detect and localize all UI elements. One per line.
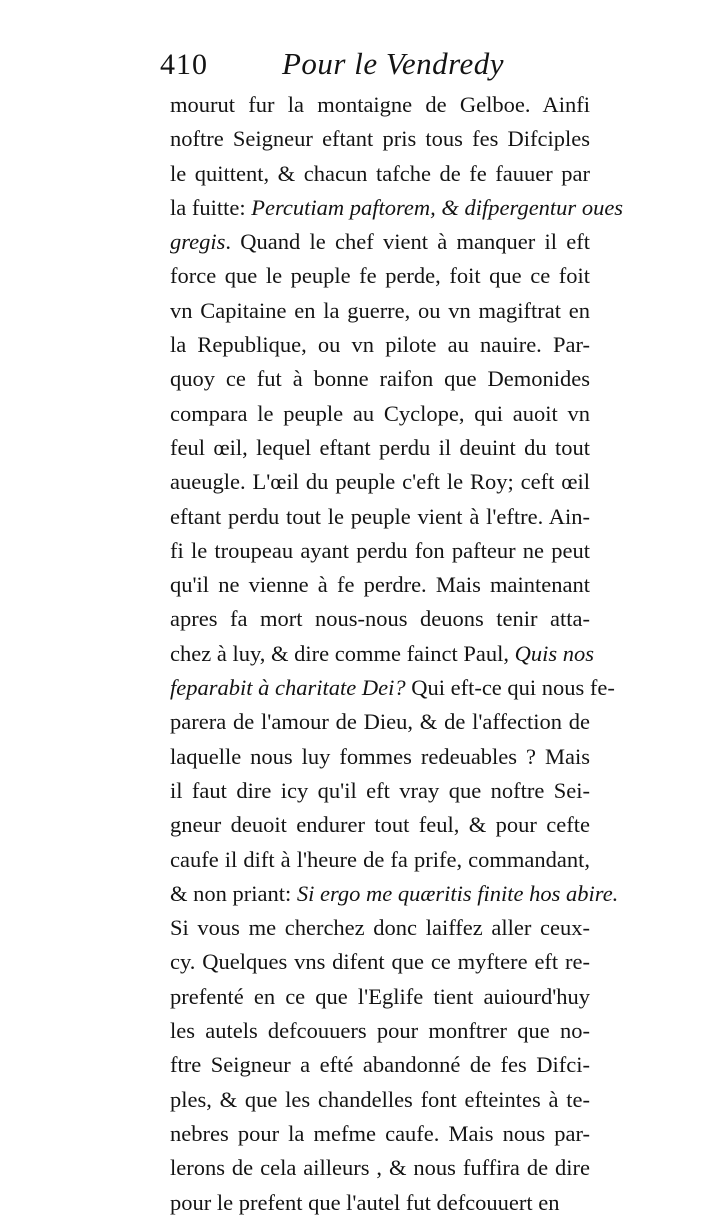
text-segment: aueugle. L'œil du peuple c'eft le Roy; ceft œil bbox=[170, 469, 590, 495]
text-segment: feul œil, lequel eftant perdu il deuint du tout bbox=[170, 434, 590, 460]
text-line bbox=[170, 294, 590, 328]
text-segment: fi le troupeau ayant perdu fon pafteur ne peut bbox=[170, 537, 590, 563]
text-line bbox=[170, 843, 590, 877]
text-line bbox=[170, 431, 590, 465]
text-line bbox=[170, 877, 619, 911]
text-segment: noftre Seigneur eftant pris tous fes Difciples bbox=[170, 126, 590, 152]
body-text bbox=[170, 88, 624, 1220]
text-line bbox=[170, 671, 615, 705]
text-segment: force que le peuple fe perde, foit que ce foit bbox=[170, 263, 590, 289]
text-line bbox=[170, 1048, 590, 1082]
text-segment: la fuitte: bbox=[170, 194, 252, 220]
text-line bbox=[170, 911, 590, 945]
text-line bbox=[170, 122, 590, 156]
latin-quotation: Si ergo me quæritis finite hos abire. bbox=[296, 880, 619, 906]
text-line bbox=[170, 637, 595, 671]
text-line bbox=[170, 1117, 590, 1151]
text-segment: apres fa mort nous-nous deuons tenir atta- bbox=[170, 606, 590, 632]
text-segment: caufe il dift à l'heure de fa prife, commandant, bbox=[170, 846, 590, 872]
text-segment: qu'il ne vienne à fe perdre. Mais maintenant bbox=[170, 572, 590, 598]
text-line bbox=[170, 328, 590, 362]
text-segment: nebres pour la mefme caufe. Mais nous par- bbox=[170, 1120, 590, 1146]
text-segment: les autels defcouuers pour monftrer que no- bbox=[170, 1018, 590, 1044]
text-segment: lerons de cela ailleurs , & nous fuffira de dire bbox=[170, 1155, 590, 1181]
text-line bbox=[170, 808, 590, 842]
latin-quotation: Quis nos bbox=[514, 640, 595, 666]
text-segment: compara le peuple au Cyclope, qui auoit vn bbox=[170, 400, 590, 426]
text-line bbox=[170, 740, 590, 774]
text-line bbox=[170, 500, 590, 534]
text-segment: parera de l'amour de Dieu, & de l'affection de bbox=[170, 709, 590, 735]
running-title: Pour le Vendredy bbox=[282, 46, 505, 81]
text-line bbox=[170, 259, 590, 293]
text-line bbox=[170, 534, 590, 568]
page-header bbox=[160, 44, 590, 88]
text-segment: Qui eft-ce qui nous fe- bbox=[405, 675, 615, 701]
text-line bbox=[170, 465, 590, 499]
text-line bbox=[170, 1186, 590, 1220]
text-segment: chez à luy, & dire comme fainct Paul, bbox=[170, 640, 515, 666]
text-segment: ftre Seigneur a efté abandonné de fes Difci- bbox=[170, 1052, 590, 1078]
text-line bbox=[170, 191, 624, 225]
text-segment: quoy ce fut à bonne raifon que Demonides bbox=[170, 366, 590, 392]
text-line bbox=[170, 705, 590, 739]
text-segment: eftant perdu tout le peuple vient à l'eftre. Ain- bbox=[170, 503, 590, 529]
text-segment: vn Capitaine en la guerre, ou vn magiftrat en bbox=[170, 297, 590, 323]
text-segment: & non priant: bbox=[170, 880, 297, 906]
text-line bbox=[170, 980, 590, 1014]
text-segment: . Quand le chef vient à manquer il eft bbox=[225, 229, 590, 255]
text-segment: cy. Quelques vns difent que ce myftere eft re- bbox=[170, 949, 590, 975]
latin-quotation: feparabit à charitate Dei? bbox=[170, 675, 406, 701]
text-segment: pour le prefent que l'autel fut defcouuert en bbox=[170, 1189, 560, 1215]
text-line bbox=[170, 568, 590, 602]
text-segment: il faut dire icy qu'il eft vray que noftre Sei- bbox=[170, 777, 590, 803]
text-line bbox=[170, 157, 590, 191]
text-line bbox=[170, 774, 590, 808]
text-segment: mourut fur la montaigne de Gelboe. Ainfi bbox=[170, 92, 590, 117]
text-segment: la Republique, ou vn pilote au nauire. Par- bbox=[170, 332, 590, 358]
text-line bbox=[170, 225, 590, 259]
text-segment: prefenté en ce que l'Eglife tient auiourd'huy bbox=[170, 983, 590, 1009]
text-segment: laquelle nous luy fommes redeuables ? Mais bbox=[170, 743, 590, 769]
text-segment: gneur deuoit endurer tout feul, & pour cefte bbox=[170, 812, 590, 838]
text-line bbox=[170, 1083, 590, 1117]
text-line bbox=[170, 602, 590, 636]
text-segment: le quittent, & chacun tafche de fe fauuer par bbox=[170, 160, 590, 186]
text-line bbox=[170, 88, 590, 122]
latin-quotation: Percutiam paftorem, & difpergentur oues bbox=[251, 194, 624, 220]
text-line bbox=[170, 945, 590, 979]
text-segment: ples, & que les chandelles font efteintes à te- bbox=[170, 1086, 590, 1112]
text-line bbox=[170, 397, 590, 431]
text-line bbox=[170, 1014, 590, 1048]
text-line bbox=[170, 1151, 590, 1185]
latin-quotation: gregis bbox=[170, 229, 226, 255]
page-number: 410 bbox=[160, 48, 208, 81]
text-segment: Si vous me cherchez donc laiffez aller ceux- bbox=[170, 915, 590, 941]
text-line bbox=[170, 362, 590, 396]
